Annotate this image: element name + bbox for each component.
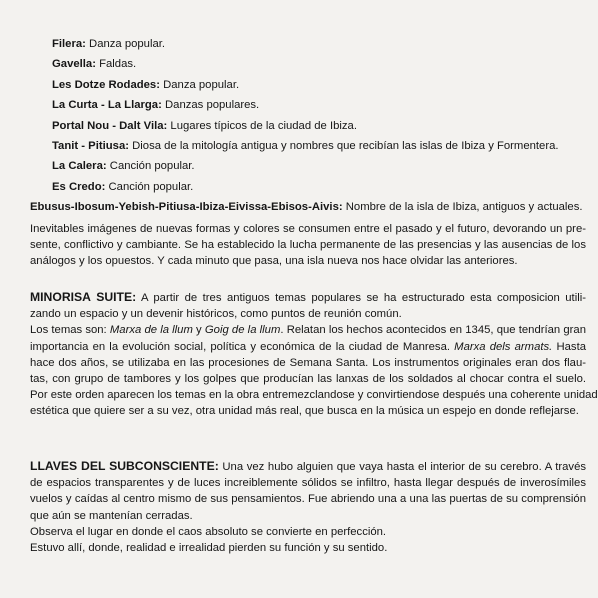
paragraph-line — [30, 322, 586, 338]
glossary-definition: Canción popular. — [105, 180, 194, 193]
glossary-item — [30, 95, 575, 115]
glossary-term: Les Dotze Rodades: — [52, 78, 160, 91]
glossary-term: Es Credo: — [52, 180, 106, 193]
paragraph-line: Observa el lugar en donde el caos absoluto se convierte en perfección. — [30, 525, 387, 538]
text-run: Una vez hubo alguien que vaya hasta el interior de su cerebro. A través — [218, 461, 587, 473]
minorisa-section — [30, 289, 598, 420]
paragraph-line: Por este orden aparecen los temas en la obra entremezclandose y convirtiendose después una coherente unidad — [30, 389, 598, 402]
paragraph-line: zando un espacio y un devenir históricos, como puntos de reunión común. — [30, 308, 402, 321]
paragraph-line: hace dos años, se utilizaba en las procesiones de Semana Santa. Los instrumentos originales eran dos flau- — [30, 356, 586, 369]
glossary-definition: Canción popular. — [106, 160, 195, 173]
glossary-definition: Lugares típicos de la ciudad de Ibiza. — [167, 119, 357, 132]
glossary-term: Portal Nou - Dalt Vila: — [52, 119, 168, 132]
glossary-term: La Curta - La Llarga: — [52, 99, 162, 112]
glossary-item — [30, 156, 575, 176]
text-run: . Relatan los hechos acontecidos en 1345, que tendrían gran — [280, 324, 586, 337]
paragraph-line: Estuvo allí, donde, realidad e irrealidad pierden su función y su sentido. — [30, 542, 388, 555]
glossary-definition: Danza popular. — [85, 38, 166, 50]
paragraph-line — [30, 458, 586, 475]
glossary-item — [30, 197, 583, 217]
glossary-list — [30, 34, 583, 218]
glossary-definition: Danza popular. — [159, 78, 240, 91]
glossary-term: La Calera: — [52, 160, 107, 173]
glossary-item — [30, 116, 575, 136]
text-run: y — [192, 324, 205, 337]
text-run: Hasta — [552, 340, 586, 353]
paragraph-line: que aún se mantenían cerradas. — [30, 509, 193, 522]
glossary-term: Gavella: — [52, 58, 96, 71]
italic-title: Marxa dels armats. — [454, 340, 553, 353]
paragraph-line: estética que quiere ser a su vez, otra unidad más real, que busca en la música un espejo en donde reflejarse. — [30, 405, 579, 418]
italic-title: Goig de la llum — [204, 324, 281, 337]
llaves-section — [30, 458, 586, 556]
glossary-definition: Danzas populares. — [161, 99, 260, 112]
text-run: A partir de tres antiguos temas populares se ha estructurado esta composicion utili- — [136, 292, 586, 304]
text-run: Los temas son: — [30, 324, 110, 337]
section-title: LLAVES DEL SUBCONSCIENTE: — [30, 459, 219, 473]
paragraph-line: vuelos y caídas al centro mismo de sus pensamientos. Fue abriendo una a una las puertas de su comprensión — [30, 493, 586, 506]
glossary-definition: Faldas. — [95, 58, 137, 71]
paragraph-line — [30, 289, 586, 306]
paragraph-line: sente, conflictivo y cambiante. Se ha establecido la lucha permanente de las presencias y las ausencias de los — [30, 239, 586, 252]
paragraph-line: de espacios transparentes y de luces increiblemente sólidos se infiltro, hasta llegar después de inverosímiles — [30, 477, 586, 490]
paragraph-line: Inevitables imágenes de nuevas formas y colores se consumen entre el pasado y el futuro, devorando un pre- — [30, 223, 586, 235]
intro-paragraph — [30, 221, 586, 270]
glossary-item — [30, 54, 575, 74]
paragraph-line: análogos y los opuestos. Y cada minuto que pasa, una isla nueva nos hace olvidar las anteriores. — [30, 255, 518, 268]
glossary-definition: Nombre de la isla de Ibiza, antiguos y actuales. — [342, 201, 583, 214]
paragraph-line — [30, 339, 586, 355]
glossary-term: Tanit - Pitiusa: — [52, 140, 129, 153]
glossary-term: Ebusus-Ibosum-Yebish-Pitiusa-Ibiza-Eivissa-Ebisos-Aivis: — [30, 201, 343, 214]
glossary-term: Filera: — [52, 38, 86, 50]
italic-title: Marxa de la llum — [109, 324, 193, 337]
glossary-definition: Diosa de la mitología antigua y nombres que recibían las islas de Ibiza y Formentera. — [129, 140, 559, 153]
glossary-item — [30, 177, 575, 197]
section-title: MINORISA SUITE: — [30, 290, 137, 304]
text-run: importancia en la evolución social, política y económica de la ciudad de Manresa. — [30, 340, 455, 353]
glossary-item — [30, 75, 575, 95]
glossary-item — [30, 136, 575, 156]
glossary-item — [30, 34, 575, 54]
paragraph-line: tas, con grupo de tambores y los golpes que producían las lanxas de los soldados al chocar contra el suelo. — [30, 373, 586, 386]
